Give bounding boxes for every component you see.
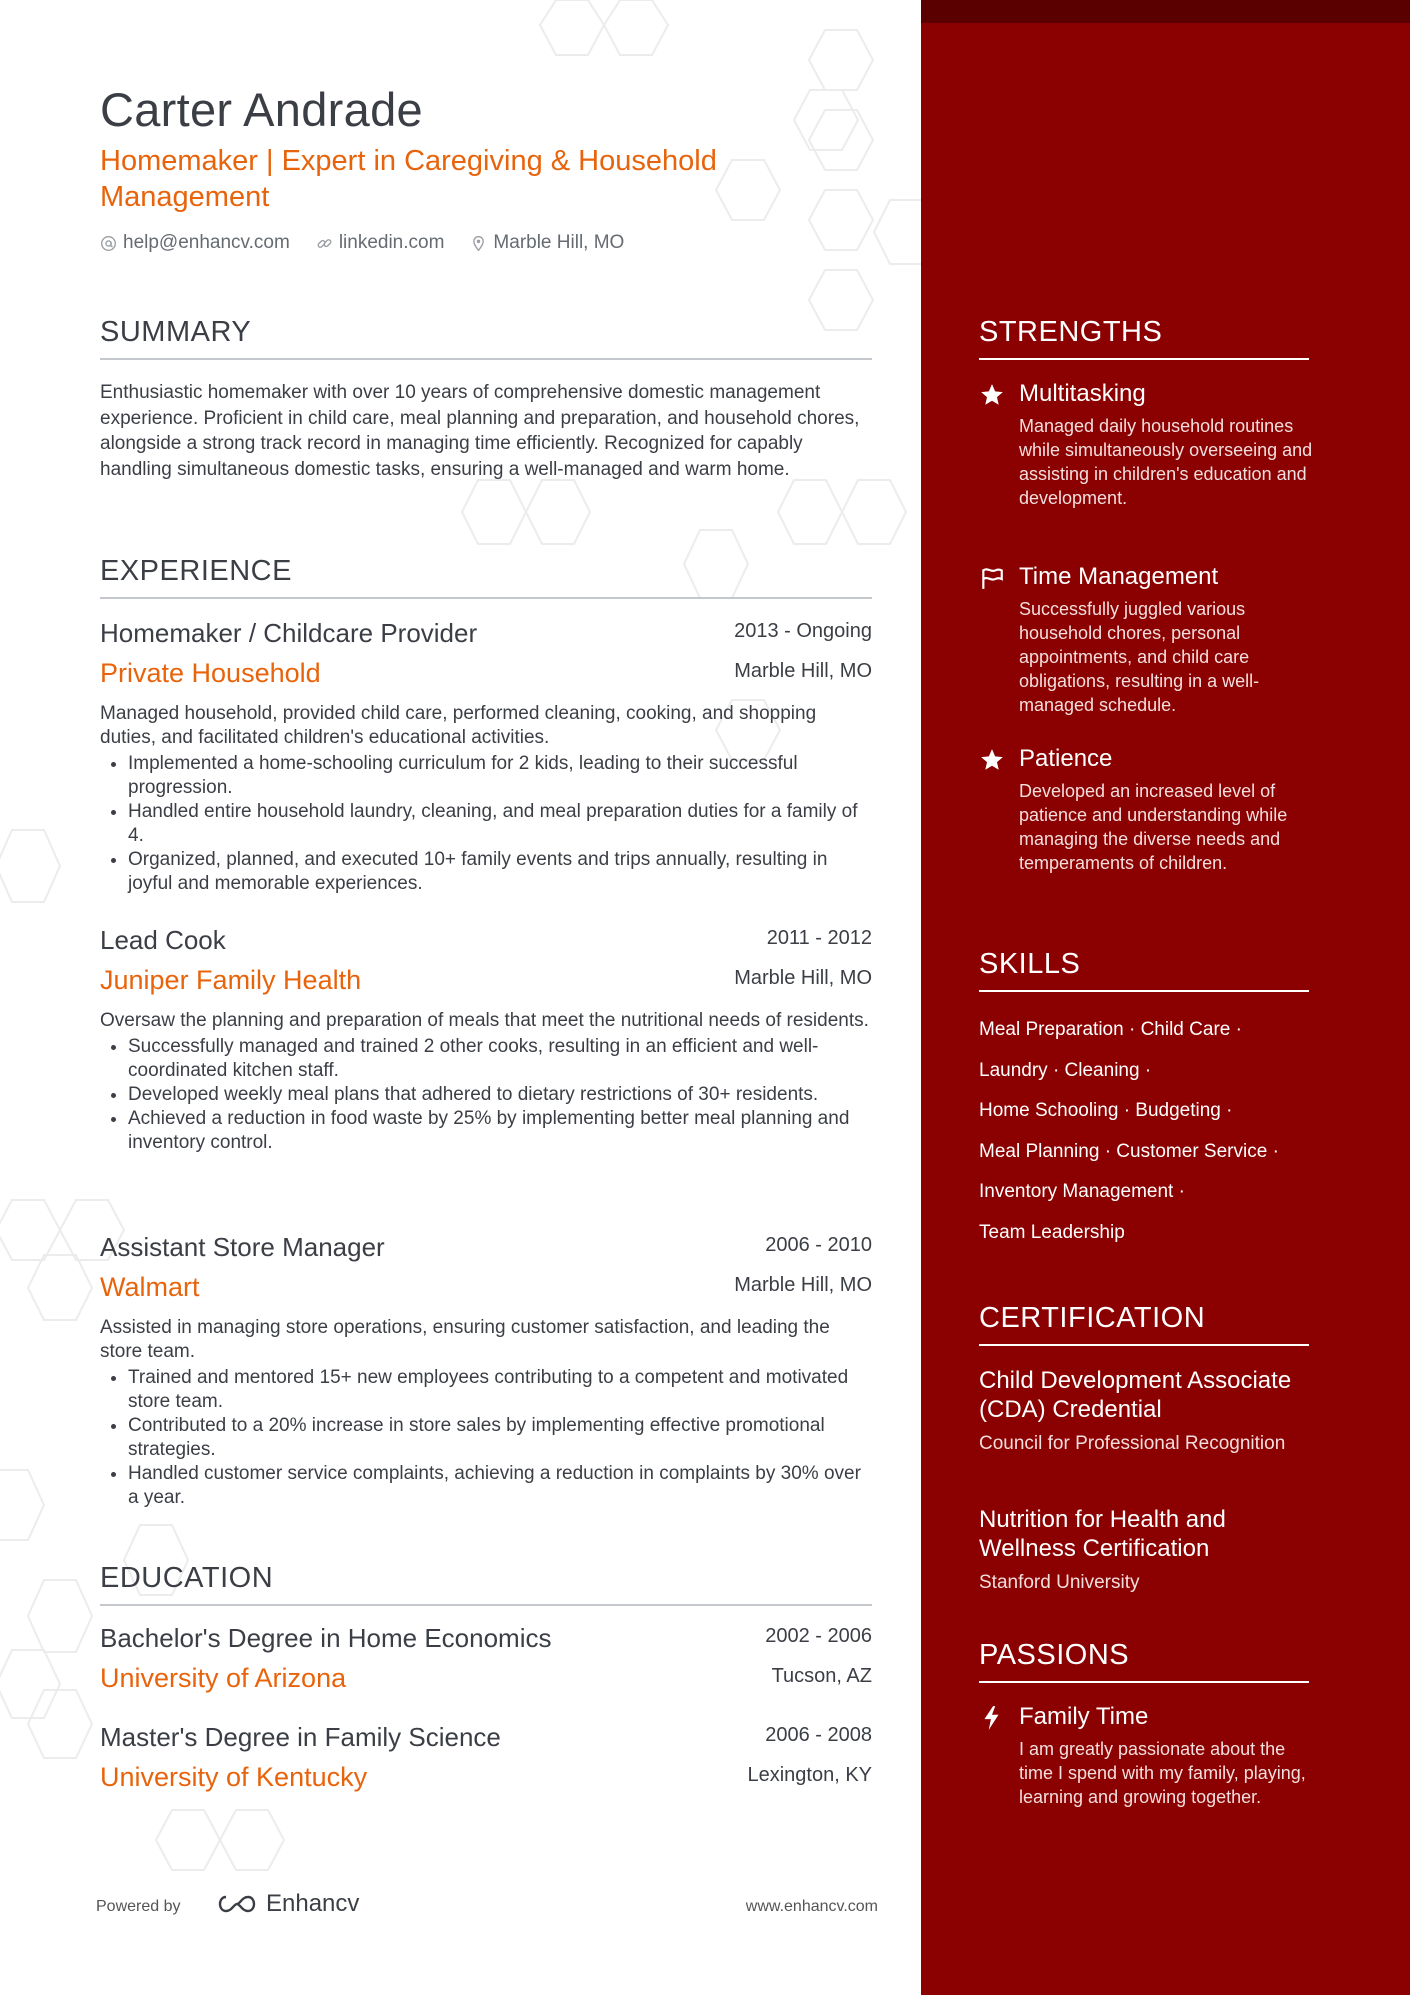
certification-title: Nutrition for Health and Wellness Certification — [979, 1506, 1226, 1562]
star-icon — [979, 382, 1005, 408]
job-bullet: • Trained and mentored 15+ new employees contributing to a competent and motivated store team. — [128, 1366, 872, 1414]
contact-location-text: Marble Hill, MO — [493, 232, 625, 253]
degree-name: Master's Degree in Family Science — [100, 1722, 501, 1752]
job-dates: 2006 - 2010 — [765, 1234, 872, 1256]
job-location: Marble Hill, MO — [734, 967, 872, 989]
enhancv-brand-text: Enhancv — [266, 1890, 360, 1917]
certification-item — [979, 1366, 1329, 1456]
at-icon — [100, 235, 117, 252]
star-icon — [979, 747, 1005, 773]
location-pin-icon — [470, 235, 487, 252]
education-item — [100, 1722, 872, 1802]
education-dates: 2006 - 2008 — [765, 1724, 872, 1746]
job-location: Marble Hill, MO — [734, 660, 872, 682]
experience-item — [100, 1232, 872, 1510]
candidate-name: Carter Andrade — [100, 83, 423, 136]
job-title: Lead Cook — [100, 925, 226, 955]
powered-by-label: Powered by — [96, 1898, 181, 1915]
job-title: Homemaker / Childcare Provider — [100, 618, 478, 648]
certification-title: Child Development Associate (CDA) Credential — [979, 1367, 1292, 1423]
strength-title: Patience — [1019, 745, 1113, 772]
passion-item — [979, 1703, 1319, 1809]
skills-line: Home Schooling · Budgeting · — [979, 1100, 1233, 1121]
contact-bar — [100, 232, 624, 254]
job-location: Marble Hill, MO — [734, 1274, 872, 1296]
certification-item — [979, 1505, 1329, 1595]
skills-line: Team Leadership — [979, 1221, 1125, 1243]
website-link[interactable]: www.enhancv.com — [745, 1898, 878, 1915]
job-bullet: • Successfully managed and trained 2 other cooks, resulting in an efficient and well-coordinated kitchen staff. — [128, 1035, 872, 1083]
job-bullet: • Handled entire household laundry, cleaning, and meal preparation duties for a family of 4. — [128, 800, 872, 848]
strength-item — [979, 745, 1319, 875]
summary-heading: SUMMARY — [100, 316, 872, 360]
skills-line: Inventory Management · — [979, 1181, 1185, 1202]
job-dates: 2013 - Ongoing — [734, 620, 872, 642]
skills-line: Meal Planning · Customer Service · — [979, 1140, 1279, 1162]
job-dates: 2011 - 2012 — [766, 927, 872, 949]
experience-item — [100, 925, 872, 1155]
strength-description: Developed an increased level of patience and understanding while managing the diverse needs and temperaments of children. — [1019, 781, 1288, 873]
skills-line: Laundry · Cleaning · — [979, 1059, 1152, 1081]
strength-item — [979, 563, 1319, 717]
job-bullet: • Achieved a reduction in food waste by 25% by implementing better meal planning and inventory control. — [128, 1107, 872, 1155]
passions-heading: PASSIONS — [979, 1639, 1309, 1683]
degree-name: Bachelor's Degree in Home Economics — [100, 1623, 552, 1653]
skills-line: Meal Preparation · Child Care · — [979, 1019, 1242, 1040]
flag-icon — [979, 565, 1005, 591]
lightning-icon — [979, 1705, 1005, 1731]
strength-title: Multitasking — [1019, 380, 1146, 407]
strength-description: Successfully juggled various household chores, personal appointments, and child care obligations, resulting in a well-managed schedule. — [1019, 599, 1260, 715]
contact-email[interactable] — [100, 232, 290, 254]
company-name: Juniper Family Health — [100, 965, 362, 995]
link-icon — [316, 235, 333, 252]
certification-heading: CERTIFICATION — [979, 1302, 1309, 1346]
passion-title: Family Time — [1019, 1703, 1149, 1730]
contact-linkedin-text: linkedin.com — [338, 232, 445, 253]
school-name: University of Arizona — [100, 1663, 347, 1693]
company-name: Private Household — [100, 658, 321, 688]
company-name: Walmart — [100, 1272, 200, 1302]
summary-text: Enthusiastic homemaker with over 10 years of comprehensive domestic management experience. Proficient in child care, meal planning and preparation, and household chores, alongside a strong track record in managing time efficiently. Recognized for capably handling simultaneous domestic tasks, ensuring a well-managed and warm home. — [100, 382, 860, 480]
strength-description: Managed daily household routines while simultaneously overseeing and assisting in children's education and development. — [1019, 416, 1313, 508]
strength-item — [979, 380, 1319, 510]
strength-title: Time Management — [1019, 563, 1219, 590]
job-title: Assistant Store Manager — [100, 1232, 385, 1262]
school-location: Lexington, KY — [747, 1764, 872, 1786]
contact-location — [470, 232, 624, 254]
school-name: University of Kentucky — [100, 1762, 368, 1792]
certification-issuer: Council for Professional Recognition — [979, 1433, 1286, 1454]
headline: Homemaker | Expert in Caregiving & Household Management — [100, 145, 717, 213]
enhancv-logo[interactable] — [214, 1890, 359, 1918]
passion-description: I am greatly passionate about the time I spend with my family, playing, learning and growing together. — [1019, 1739, 1306, 1807]
job-bullets — [100, 752, 872, 896]
job-bullet: • Developed weekly meal plans that adhered to dietary restrictions of 30+ residents. — [128, 1083, 872, 1107]
job-bullet: • Organized, planned, and executed 10+ family events and trips annually, resulting in joyful and memorable experiences. — [128, 848, 872, 896]
experience-heading: EXPERIENCE — [100, 555, 872, 599]
education-dates: 2002 - 2006 — [765, 1625, 872, 1647]
sidebar-top-bar — [921, 0, 1410, 23]
job-bullet: • Handled customer service complaints, achieving a reduction in complaints by 30% over a year. — [128, 1462, 872, 1510]
job-description: Assisted in managing store operations, ensuring customer satisfaction, and leading the store team. — [100, 1317, 830, 1362]
contact-email-text: help@enhancv.com — [123, 232, 290, 253]
job-bullet: • Implemented a home-schooling curriculum for 2 kids, leading to their successful progression. — [128, 752, 872, 800]
education-item — [100, 1623, 872, 1703]
job-bullets — [100, 1035, 872, 1155]
strengths-heading: STRENGTHS — [979, 316, 1309, 360]
job-description: Oversaw the planning and preparation of meals that meet the nutritional needs of residents. — [100, 1010, 869, 1031]
sidebar — [921, 0, 1410, 1995]
enhancv-logo-icon — [214, 1893, 260, 1915]
education-heading: EDUCATION — [100, 1562, 872, 1606]
experience-item — [100, 618, 872, 896]
certification-issuer: Stanford University — [979, 1572, 1140, 1593]
school-location: Tucson, AZ — [771, 1665, 872, 1687]
job-bullets — [100, 1366, 872, 1510]
contact-linkedin[interactable] — [316, 232, 445, 254]
skills-list — [979, 1010, 1319, 1253]
job-bullet: • Contributed to a 20% increase in store sales by implementing effective promotional strategies. — [128, 1414, 872, 1462]
job-description: Managed household, provided child care, performed cleaning, cooking, and shopping duties, and facilitated children's educational activities. — [100, 703, 817, 748]
skills-heading: SKILLS — [979, 948, 1309, 992]
